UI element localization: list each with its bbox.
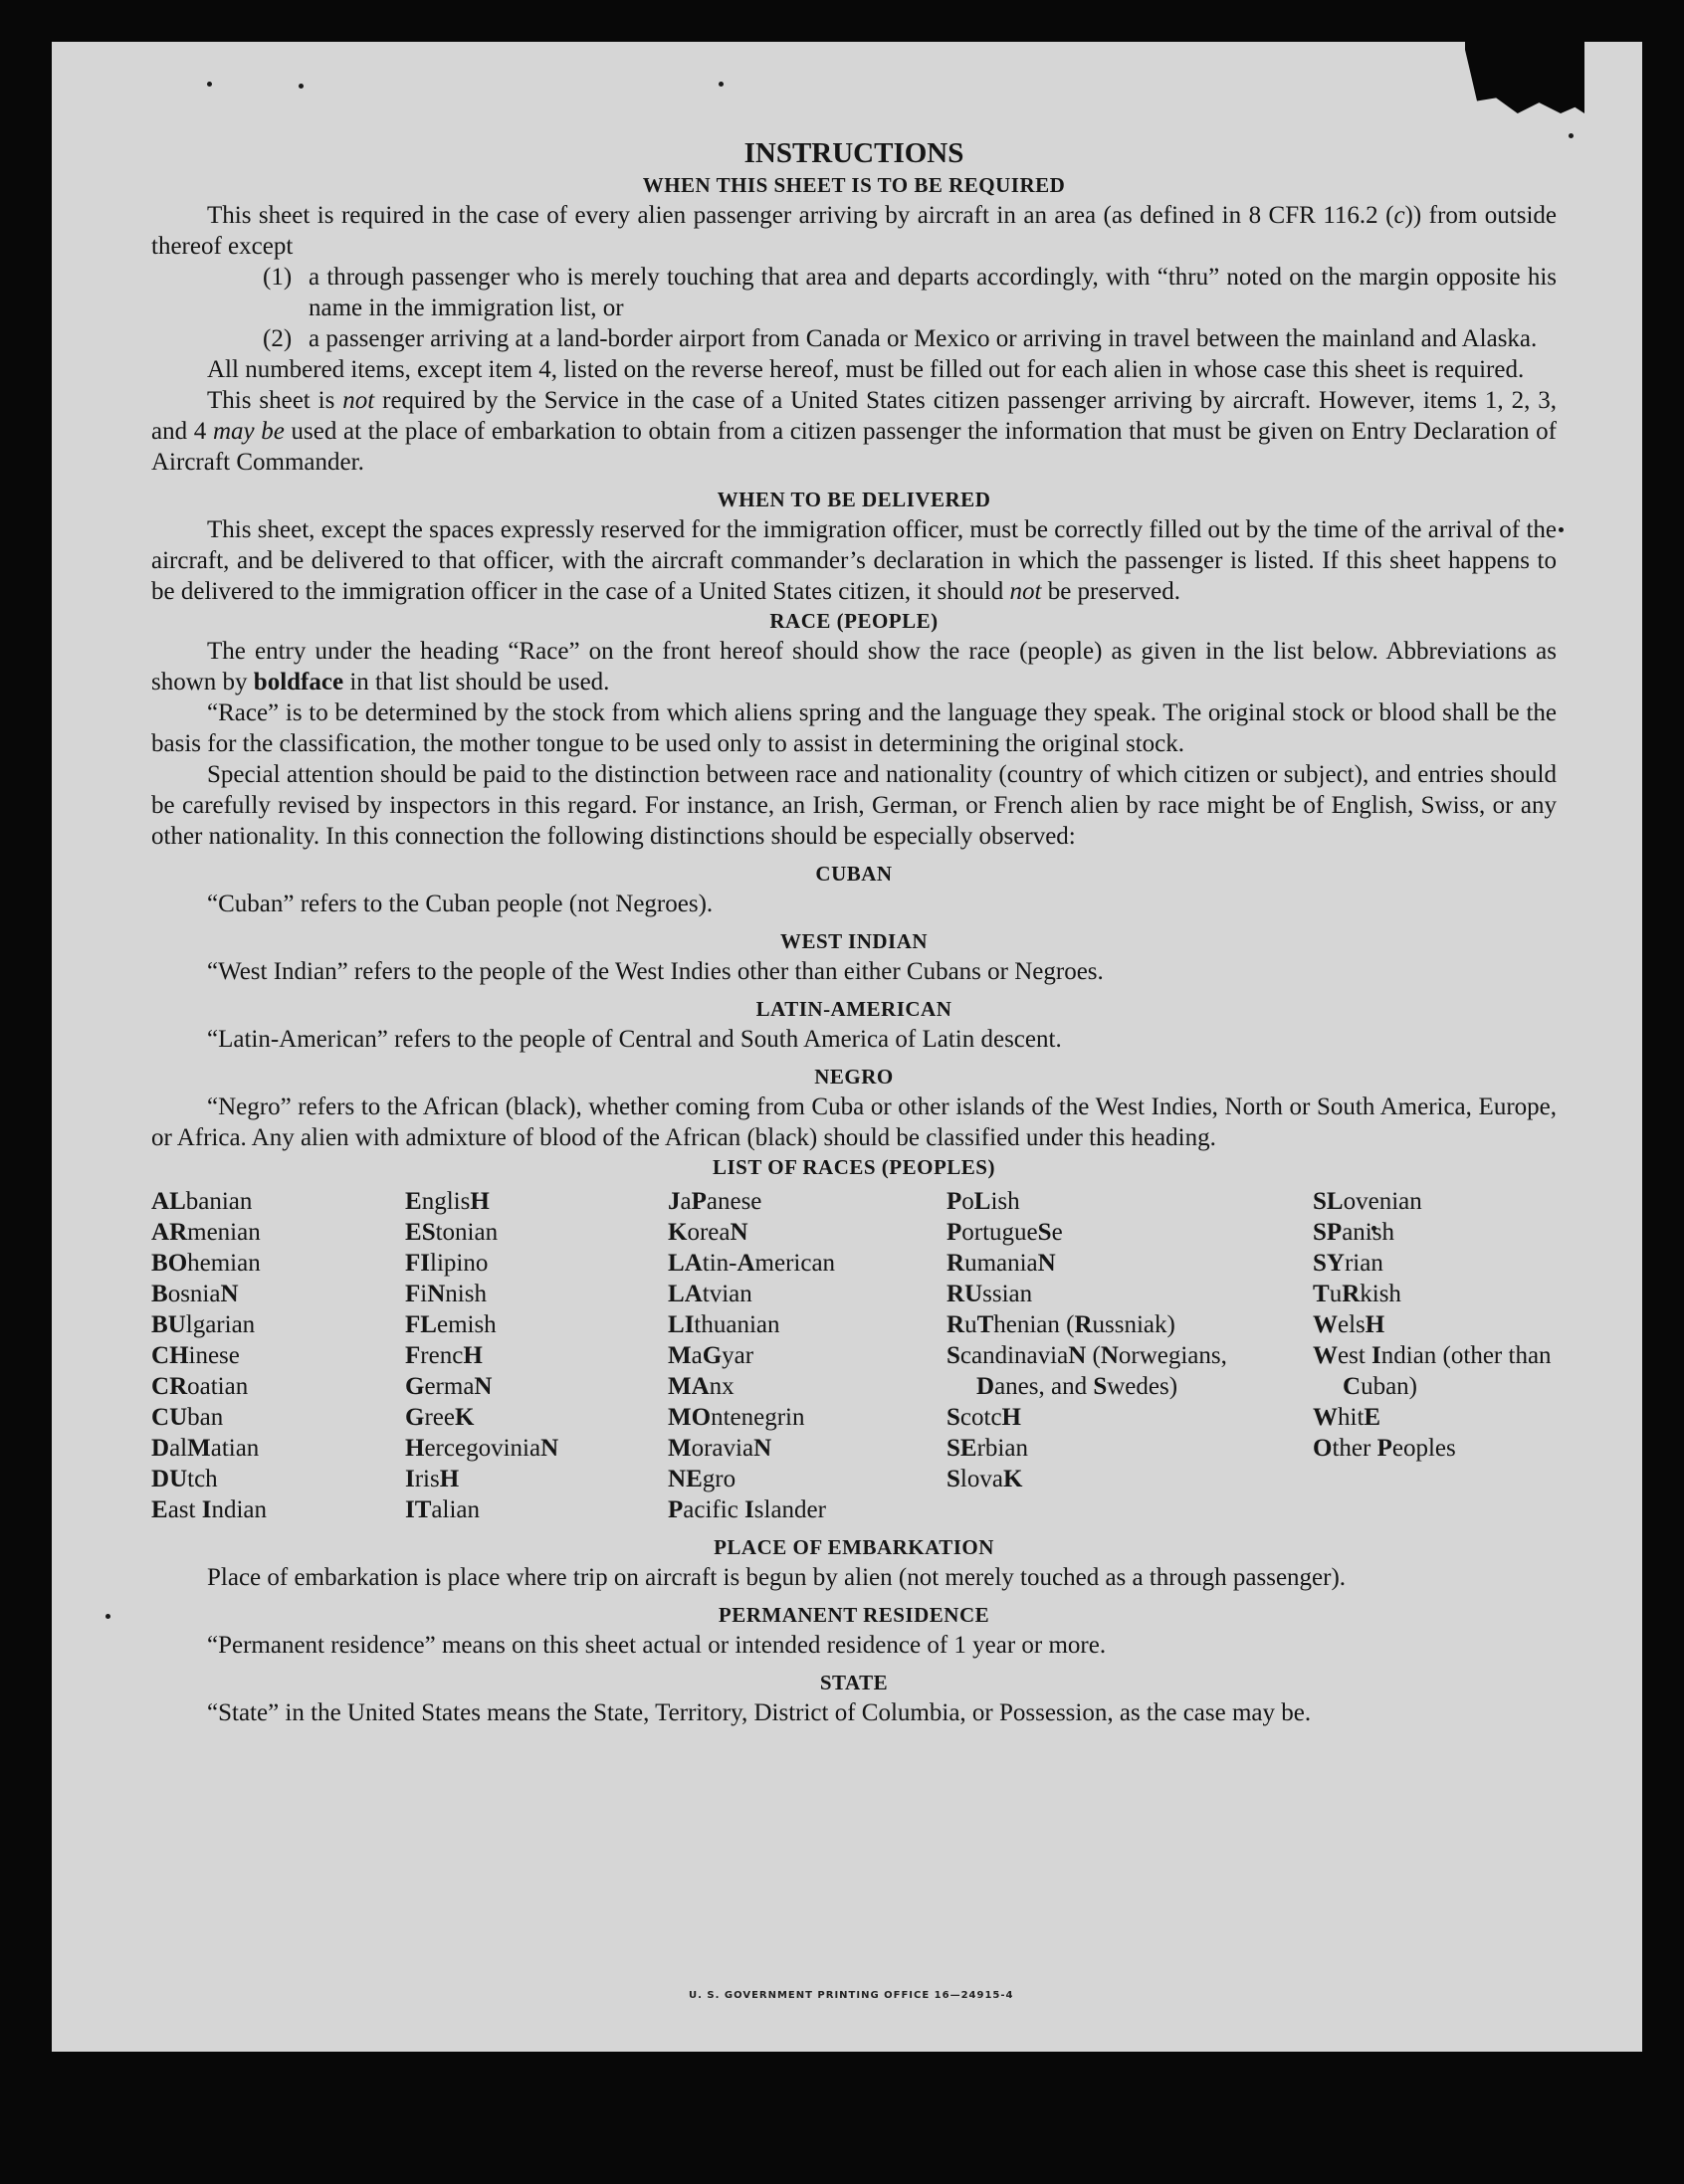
race-entry: LIthuanian: [668, 1311, 780, 1338]
race-entry: GermaN: [405, 1373, 493, 1400]
races-column: [405, 1186, 668, 1525]
text-italic: not: [342, 387, 375, 414]
race-entry: PortugueSe: [947, 1219, 1063, 1246]
text: used at the place of embarkation to obtain from a citizen passenger the information that must be given on Entry Declaration of Aircraft Commander.: [151, 418, 1558, 476]
race-entry: Pacific Islander: [668, 1496, 826, 1523]
negro-text: “Negro” refers to the African (black), whether coming from Cuba or other islands of the West Indies, North or South America, Europe, or Africa. Any alien with admixture of blood of the African (black) should be classified under this heading.: [151, 1093, 1557, 1151]
race-entry: TuRkish: [1313, 1281, 1401, 1307]
race-entry: CUban: [151, 1404, 224, 1431]
text: This sheet is: [207, 387, 343, 414]
text-italic: c: [1393, 202, 1405, 229]
text: required by the Service in the case of a United States citizen passenger arriving by aircraft. However, items 1, 2, 3, and 4: [151, 387, 1557, 445]
race-paragraph-3: Special attention should be paid to the distinction between race and nationality (country of which citizen or subject), and entries should be carefully revised by inspectors in this regard. For instance, an Irish, German, or French alien by race might be of English, Swiss, or any other nationality. In this connection the following distinctions should be especially observed:: [151, 761, 1557, 850]
race-entry: IrisH: [405, 1466, 460, 1492]
race-entry: DalMatian: [151, 1435, 260, 1462]
race-paragraph-2: “Race” is to be determined by the stock from which aliens spring and the language they speak. The original stock or blood shall be the basis for the classification, the mother tongue to be used only to assist in determining the original stock.: [151, 699, 1557, 757]
races-list: [151, 1186, 1557, 1525]
race-entry: WhitE: [1313, 1404, 1381, 1431]
race-entry: ARmenian: [151, 1219, 261, 1246]
race-entry: MoraviaN: [668, 1435, 772, 1462]
heading-race: RACE (PEOPLE): [769, 609, 939, 633]
text: be preserved.: [1041, 578, 1180, 605]
race-entry: RUssian: [947, 1281, 1033, 1307]
race-entry: FLemish: [405, 1311, 497, 1338]
race-entry: GreeK: [405, 1404, 475, 1431]
west-indian-text: “West Indian” refers to the people of the West Indies other than either Cubans or Negroes.: [207, 958, 1104, 985]
race-entry: EStonian: [405, 1219, 499, 1246]
race-entry: SErbian: [947, 1435, 1028, 1462]
race-entry: KoreaN: [668, 1219, 748, 1246]
race-entry: ITalian: [405, 1496, 481, 1523]
embarkation-text: Place of embarkation is place where trip on aircraft is begun by alien (not merely touched as a through passenger).: [207, 1564, 1347, 1591]
race-entry: JaPanese: [668, 1188, 762, 1215]
race-entry: CRoatian: [151, 1373, 249, 1400]
heading-list-of-races: LIST OF RACES (PEOPLES): [713, 1155, 995, 1179]
races-column: [1313, 1186, 1557, 1525]
race-entry: ScandinaviaN (Norwegians, Danes, and Swedes): [947, 1342, 1227, 1400]
races-column: [947, 1186, 1233, 1525]
printing-office-imprint: U. S. GOVERNMENT PRINTING OFFICE 16—24915-4: [689, 1990, 1014, 2001]
text-bold: boldface: [253, 669, 344, 695]
race-entry: DUtch: [151, 1466, 218, 1492]
race-entry: SLovenian: [1313, 1188, 1422, 1215]
race-entry: BUlgarian: [151, 1311, 256, 1338]
page-title: INSTRUCTIONS: [743, 137, 964, 169]
numbered-items-paragraph: All numbered items, except item 4, listed on the reverse hereof, must be filled out for each alien in whose case this sheet is required.: [207, 356, 1525, 383]
item-text: a passenger arriving at a land-border airport from Canada or Mexico or arriving in travel between the mainland and Alaska.: [309, 325, 1538, 352]
speck: [105, 1614, 110, 1619]
citizen-paragraph: [151, 385, 1557, 478]
races-column: [151, 1186, 405, 1525]
race-entry: BOhemian: [151, 1250, 261, 1277]
race-entry: RuThenian (Russniak): [947, 1311, 1175, 1338]
race-entry: EnglisH: [405, 1188, 490, 1215]
heading-when-delivered: WHEN TO BE DELIVERED: [717, 488, 991, 511]
speck: [719, 82, 724, 87]
race-entry: ScotcH: [947, 1404, 1021, 1431]
race-entry: MOntenegrin: [668, 1404, 805, 1431]
item-number: (1): [263, 264, 293, 291]
race-entry: MAnx: [668, 1373, 735, 1400]
race-entry: CHinese: [151, 1342, 240, 1369]
speck: [1569, 133, 1574, 138]
heading-cuban: CUBAN: [815, 862, 893, 886]
heading-permanent-residence: PERMANENT RESIDENCE: [718, 1603, 990, 1627]
heading-latin-american: LATIN-AMERICAN: [755, 997, 952, 1021]
exception-item: [151, 323, 1557, 354]
heading-when-required: WHEN THIS SHEET IS TO BE REQUIRED: [642, 173, 1066, 197]
text-italic: not: [1009, 578, 1042, 605]
race-entry: ALbanian: [151, 1188, 253, 1215]
item-number: (2): [263, 325, 293, 352]
state-text: “State” in the United States means the State, Territory, District of Columbia, or Possession, as the case may be.: [207, 1699, 1312, 1726]
race-entry: LAtin-American: [668, 1250, 836, 1277]
race-entry: FiNnish: [405, 1281, 487, 1307]
heading-negro: NEGRO: [814, 1065, 894, 1089]
race-paragraph-1: [151, 636, 1557, 697]
race-entry: SYrian: [1313, 1250, 1383, 1277]
cuban-text: “Cuban” refers to the Cuban people (not Negroes).: [207, 891, 714, 917]
race-entry: LAtvian: [668, 1281, 752, 1307]
text-italic: may be: [212, 418, 285, 445]
heading-west-indian: WEST INDIAN: [779, 929, 929, 953]
permanent-residence-text: “Permanent residence” means on this sheet actual or intended residence of 1 year or more.: [207, 1632, 1107, 1659]
race-entry: SPanish: [1313, 1219, 1394, 1246]
exception-item: [151, 262, 1557, 323]
race-entry: West Indian (other than Cuban): [1313, 1342, 1552, 1400]
race-entry: FIlipino: [405, 1250, 489, 1277]
race-entry: HercegoviniaN: [405, 1435, 559, 1462]
text: in that list should be used.: [343, 669, 610, 695]
instructions-content: [151, 135, 1557, 1728]
latin-american-text: “Latin-American” refers to the people of Central and South America of Latin descent.: [207, 1026, 1062, 1053]
race-entry: PoLish: [947, 1188, 1020, 1215]
races-column: [668, 1186, 947, 1525]
race-entry: WelsH: [1313, 1311, 1385, 1338]
race-entry: FrencH: [405, 1342, 483, 1369]
race-entry: BosniaN: [151, 1281, 239, 1307]
speck: [1559, 527, 1564, 532]
text: )) from outside thereof except: [151, 202, 1557, 260]
race-entry: Other Peoples: [1313, 1435, 1456, 1462]
speck: [207, 82, 212, 87]
delivered-paragraph: [151, 514, 1557, 607]
race-entry: SlovaK: [947, 1466, 1023, 1492]
heading-state: STATE: [819, 1671, 889, 1694]
heading-embarkation: PLACE OF EMBARKATION: [714, 1535, 994, 1559]
required-intro: [151, 200, 1557, 262]
text: The entry under the heading “Race” on the front hereof should show the race (people) as given in the list below. Abbreviations as shown by: [151, 638, 1557, 695]
text: This sheet, except the spaces expressly reserved for the immigration officer, must be correctly filled out by the time of the arrival of the aircraft, and be delivered to that officer, with the aircraft commander’s declaration in which the passenger is listed. If this sheet happens to be delivered to the immigration officer in the case of a United States citizen, it should: [151, 516, 1557, 605]
race-entry: East Indian: [151, 1496, 267, 1523]
race-entry: MaGyar: [668, 1342, 754, 1369]
race-entry: RumaniaN: [947, 1250, 1056, 1277]
text: This sheet is required in the case of every alien passenger arriving by aircraft in an area (as defined in 8 CFR 116.2 (: [207, 202, 1394, 229]
race-entry: NEgro: [668, 1466, 737, 1492]
speck: [299, 84, 304, 89]
item-text: a through passenger who is merely touching that area and departs accordingly, with “thru” noted on the margin opposite his name in the immigration list, or: [309, 264, 1557, 321]
